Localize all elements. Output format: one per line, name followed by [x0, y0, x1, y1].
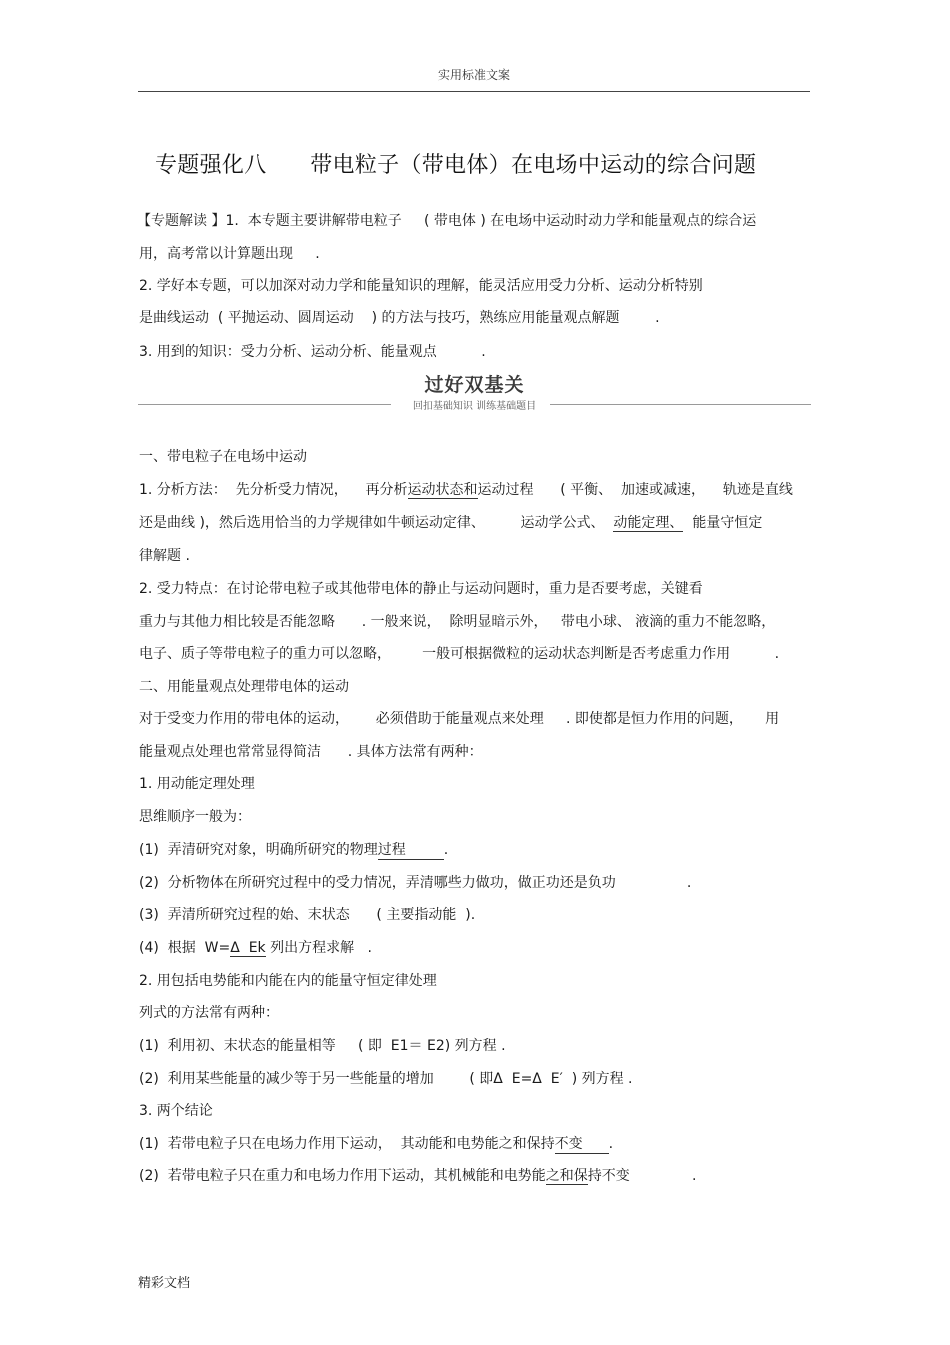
section1-paragraph2-line1: 2. 受力特点：在讨论带电粒子或其他带电体的静止与运动问题时，重力是否要考虑，关键看 [139, 581, 703, 597]
method2-step1: (1) 利用初、末状态的能量相等 ( 即 E1＝ E2) 列方程 . [139, 1038, 506, 1054]
page-header: 实用标准文案 [437, 68, 510, 82]
intro-line-3: 2. 学好本专题，可以加深对动力学和能量知识的理解，能灵活应用受力分析、运动分析特别 [139, 278, 703, 294]
conclusion-2 [139, 1165, 697, 1185]
underlined-answer: 动能定理、 [613, 515, 684, 531]
underlined-answer: Δ Ek [230, 940, 266, 956]
banner-subtitle: 回扣基础知识 训练基础题目 [412, 401, 537, 412]
section-banner [138, 370, 811, 416]
intro-line-1: 【专题解读 】1. 本专题主要讲解带电粒子 ( 带电体 ) 在电场中运动时动力学和能量观点的综合运 [137, 213, 757, 229]
method1-step4 [139, 937, 372, 957]
conclusions-heading: 3. 两个结论 [139, 1103, 213, 1119]
text-run: 列出方程求解 . [265, 940, 372, 956]
method1-intro: 思维顺序一般为： [139, 809, 251, 825]
section1-paragraph2-line2: 重力与其他力相比较是否能忽略 . 一般来说， 除明显暗示外， 带电小球、 液滴的重力不能忽略， [139, 614, 776, 630]
method1-step3: (3) 弄清所研究过程的始、末状态 ( 主要指动能 ). [139, 907, 476, 923]
banner-title: 过好双基关 [424, 374, 525, 396]
underlined-answer: 运动状态和 [407, 482, 478, 498]
page-footer: 精彩文档 [138, 1276, 191, 1291]
text-run: (2) 若带电粒子只在重力和电场力作用下运动，其机械能和电势能 [139, 1168, 546, 1184]
conclusion-1 [139, 1133, 613, 1154]
text-run: 1. 分析方法： 先分析受力情况， 再分析 [139, 482, 408, 498]
underlined-answer: 过程 [378, 839, 444, 860]
intro-line-2: 用，高考常以计算题出现 . [139, 246, 320, 262]
method1-step2: (2) 分析物体在所研究过程中的受力情况，弄清哪些力做功，做正功还是负功 . [139, 875, 692, 891]
method2-intro: 列式的方法常有两种： [139, 1005, 279, 1021]
method2-step2: (2) 利用某些能量的减少等于另一些能量的增加 ( 即Δ E=Δ E′ ) 列方程 . [139, 1071, 633, 1087]
section1-heading: 一、带电粒子在电场中运动 [139, 449, 307, 465]
underlined-answer: 不变 [555, 1133, 609, 1154]
section1-paragraph1-line2 [139, 512, 762, 532]
text-run: 能量守恒定 [683, 515, 763, 531]
section1-paragraph1-line3: 律解题 . [139, 548, 190, 564]
text-run: 还是曲线 )，然后选用恰当的力学规律如牛顿运动定律、 运动学公式、 [139, 515, 614, 531]
banner-rule-right [550, 404, 811, 405]
text-run: (1) 弄清研究对象，明确所研究的物理 [139, 842, 378, 858]
text-run: . [443, 842, 449, 858]
method1-heading: 1. 用动能定理处理 [139, 776, 255, 792]
text-run: . [608, 1136, 614, 1152]
method1-step1 [139, 839, 448, 860]
section1-paragraph2-line3: 电子、质子等带电粒子的重力可以忽略， 一般可根据微粒的运动状态判断是否考虑重力作用 . [139, 646, 780, 662]
text-run: (4) 根据 W= [139, 940, 231, 956]
text-run: 持不变 . [587, 1168, 697, 1184]
header-rule [138, 91, 810, 92]
section1-paragraph1-line1 [139, 479, 793, 499]
text-run: 运动过程 ( 平衡、 加速或减速， 轨迹是直线 [477, 482, 793, 498]
method2-heading: 2. 用包括电势能和内能在内的能量守恒定律处理 [139, 973, 437, 989]
underlined-answer: 之和保 [545, 1168, 588, 1184]
intro-line-5: 3. 用到的知识：受力分析、运动分析、能量观点 . [139, 344, 486, 360]
section2-paragraph-line1: 对于受变力作用的带电体的运动， 必须借助于能量观点来处理 . 即使都是恒力作用的问题， 用 [139, 711, 780, 727]
document-title: 专题强化八 带电粒子（带电体）在电场中运动的综合问题 [155, 153, 757, 178]
section2-heading: 二、用能量观点处理带电体的运动 [139, 679, 349, 695]
text-run: (1) 若带电粒子只在电场力作用下运动， 其动能和电势能之和保持 [139, 1136, 555, 1152]
intro-line-4: 是曲线运动 ( 平抛运动、圆周运动 ) 的方法与技巧，熟练应用能量观点解题 . [139, 310, 660, 326]
section2-paragraph-line2: 能量观点处理也常常显得简洁 . 具体方法常有两种： [139, 744, 483, 760]
